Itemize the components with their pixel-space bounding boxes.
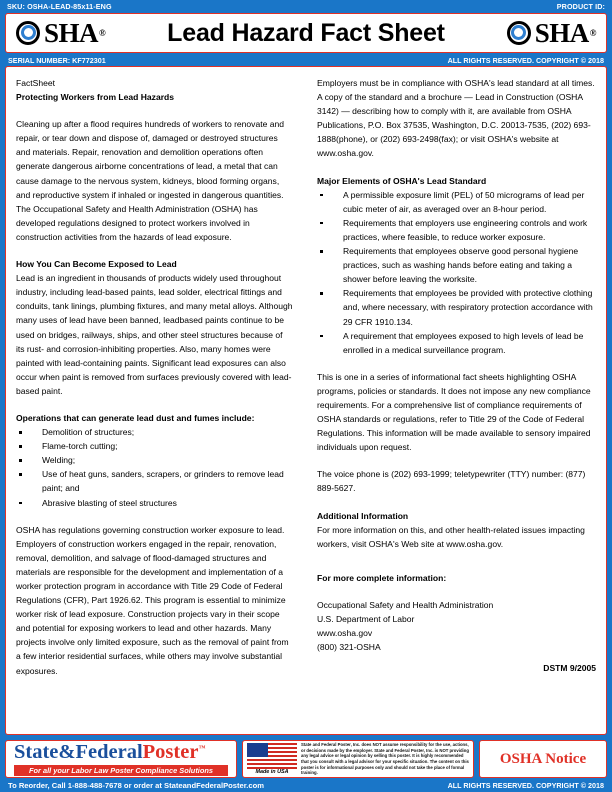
compliance-paragraph: Employers must be in compliance with OSHA's lead standard at all times. A copy of the standard and a brochure — Lead in Construction (OSHA 3142) — describing how to comply with it, are available from OSHA Publications, P.O. Box 37535, Washington, D.C. 20013-7535, (202) 693-1888(phone), or (202) 693-2498(fax); or visit OSHA's website at www.osha.gov. [317,78,595,159]
header-copyright-label: ALL RIGHTS RESERVED. COPYRIGHT © 2018 [447,55,604,65]
phone-paragraph: The voice phone is (202) 693-1999; teletypewriter (TTY) number: (877) 889-5627. [317,469,586,494]
intro-paragraph: Cleaning up after a flood requires hundreds of workers to renovate and repair, or tear down and dispose of, damaged or destroyed structures and materials. Repair, renovation and demolition operations often generate dangerous airborne concentrations of lead, a metal that can cause damage to the nervous system, kidneys, blood forming organs, and reproductive system if inhaled or ingested in dangerous quantities. The Occupational Safety and Health Administration (OSHA) has developed regulations designed to protect workers involved in construction activities from the hazards of lead exposure. [16,119,284,242]
page-title: Lead Hazard Fact Sheet [167,18,445,47]
made-in-usa-label: Made in USA [255,769,289,775]
list-item: Abrasive blasting of steel structures [16,496,293,510]
agency-line: U.S. Department of Labor [317,614,415,624]
list-item: Welding; [16,453,293,467]
list-item: Requirements that employers use engineering controls and work practices, where feasible, to reduce worker exposure. [317,216,596,244]
operations-heading: Operations that can generate lead dust and fumes include: [16,412,255,423]
osha-o-icon [507,20,534,47]
right-column [306,76,596,728]
brand-federal: Federal [75,740,143,763]
dstm-code: DSTM 9/2005 [543,663,596,674]
brand-box [5,740,237,778]
bottom-bar [0,778,612,792]
factsheet-subtitle: Protecting Workers from Lead Hazards [16,92,175,103]
osha-notice-box [479,740,607,778]
osha-o-icon [16,20,43,47]
list-item: A requirement that employees exposed to high levels of lead be enrolled in a medical surveillance program. [317,329,596,357]
osha-logo-letters: SHA [534,17,589,48]
brand-ampersand: & [58,740,76,763]
regulations-paragraph: OSHA has regulations governing construction worker exposure to lead. Employers of construction workers engaged in the repair, renovation, removal, demolition, and salvage of flood-damaged structures and materials are responsible for the development and implementation of a worker protection program in accordance with Title 29 Code of Federal Regulations (CFR), Part 1926.62. This program is essential to minimize worker risk of lead exposure. Construction projects vary in their scope and potential for exposing workers to lead and other hazards. Many projects involve only limited exposure, such as the removal of paint from a few interior residential surfaces, while others may involve substantial exposures. [16,524,289,676]
list-item: Use of heat guns, sanders, scrapers, or grinders to remove lead paint; and [16,467,293,495]
reorder-label: To Reorder, Call 1-888-488-7678 or order at StateandFederalPoster.com [8,780,265,790]
brand-tagline: For all your Labor Law Poster Compliance Solutions [14,765,228,776]
list-item: Demolition of structures; [16,425,293,439]
list-item: Flame-torch cutting; [16,439,293,453]
osha-logo-letters: SHA [44,17,99,48]
exposure-heading: How You Can Become Exposed to Lead [16,259,177,270]
elements-list [317,188,596,357]
masthead [5,13,607,53]
complete-information-heading: For more complete information: [317,572,447,583]
left-column [16,76,306,728]
agency-line: Occupational Safety and Health Administration [317,599,494,610]
brand-trademark: ™ [198,743,206,752]
elements-heading: Major Elements of OSHA's Lead Standard [317,175,487,186]
sku-label: SKU: OSHA-LEAD-85x11-ENG [7,2,112,11]
brand-state: State [14,740,59,763]
osha-logo-left [16,17,106,48]
disclaimer-text: State and Federal Poster, Inc. does NOT assume responsibility for the use, actions, or decisions made by the employer. State and Federal Poster, Inc. is NOT providing any legal advice or legal opinion by selling this poster. It is highly recommended that you consult with a legal advisor for your specific situation. The content on this poster is for informational purposes only and should not take the place of formal training. [301,742,469,776]
sku-bar [0,0,612,13]
list-item: A permissible exposure limit (PEL) of 50 micrograms of lead per cubic meter of air, as averaged over an 8-hour period. [317,188,596,216]
list-item: Requirements that employees observe good personal hygiene practices, such as washing hands before eating and taking a shower before leaving the worksite. [317,244,596,286]
flag-block [247,743,297,775]
agency-line: (800) 321-OSHA [317,642,381,653]
brand-wordmark [14,742,228,763]
disclaimer-box [242,740,474,778]
additional-information-paragraph: For more information on this, and other health-related issues impacting workers, visit OSHA's Web site at www.osha.gov. [317,524,585,549]
factsheet-kicker: FactSheet [16,78,55,88]
exposure-paragraph: Lead is an ingredient in thousands of products widely used throughout industry, including lead-based paints, lead solder, electrical fittings and conduits, tank linings, plumbing fixtures, and many metal alloys. Although many uses of lead have been banned, leadbased paints continue to be used on bridges, railways, ships, and other steel structures because of its rust- and corrosion-inhibiting properties. Also, many homes were painted with lead-containing paints. Significant lead exposures can also occur when paint is removed from surfaces previously covered with lead-based paint. [16,273,293,396]
content-card [5,66,607,735]
serial-number-label: SERIAL NUMBER: KF772301 [8,55,106,65]
osha-logo-registered: ® [589,27,596,38]
agency-line: www.osha.gov [317,628,373,639]
us-flag-icon [247,743,297,769]
brand-poster: Poster [142,740,199,763]
osha-notice-label: OSHA Notice [499,750,587,767]
operations-list [16,425,293,510]
list-item: Requirements that employees be provided with protective clothing and, where necessary, with respiratory protection accordance with 29 CFR 1910.134. [317,286,596,328]
serial-bar [0,53,612,66]
osha-logo-right [507,17,596,48]
footer-copyright-label: ALL RIGHTS RESERVED. COPYRIGHT © 2018 [447,780,604,790]
footer-row [5,740,607,778]
additional-information-heading: Additional Information [317,510,409,521]
series-paragraph: This is one in a series of informational fact sheets highlighting OSHA programs, policies or standards. It does not impose any new compliance requirements. For a comprehensive list of compliance requirements of OSHA standards or regulations, refer to Title 29 of the Code of Federal Regulations. This information will be made available to sensory impaired individuals upon request. [317,371,591,453]
osha-logo-registered: ® [99,27,106,38]
product-id-label: PRODUCT ID: [556,2,605,11]
